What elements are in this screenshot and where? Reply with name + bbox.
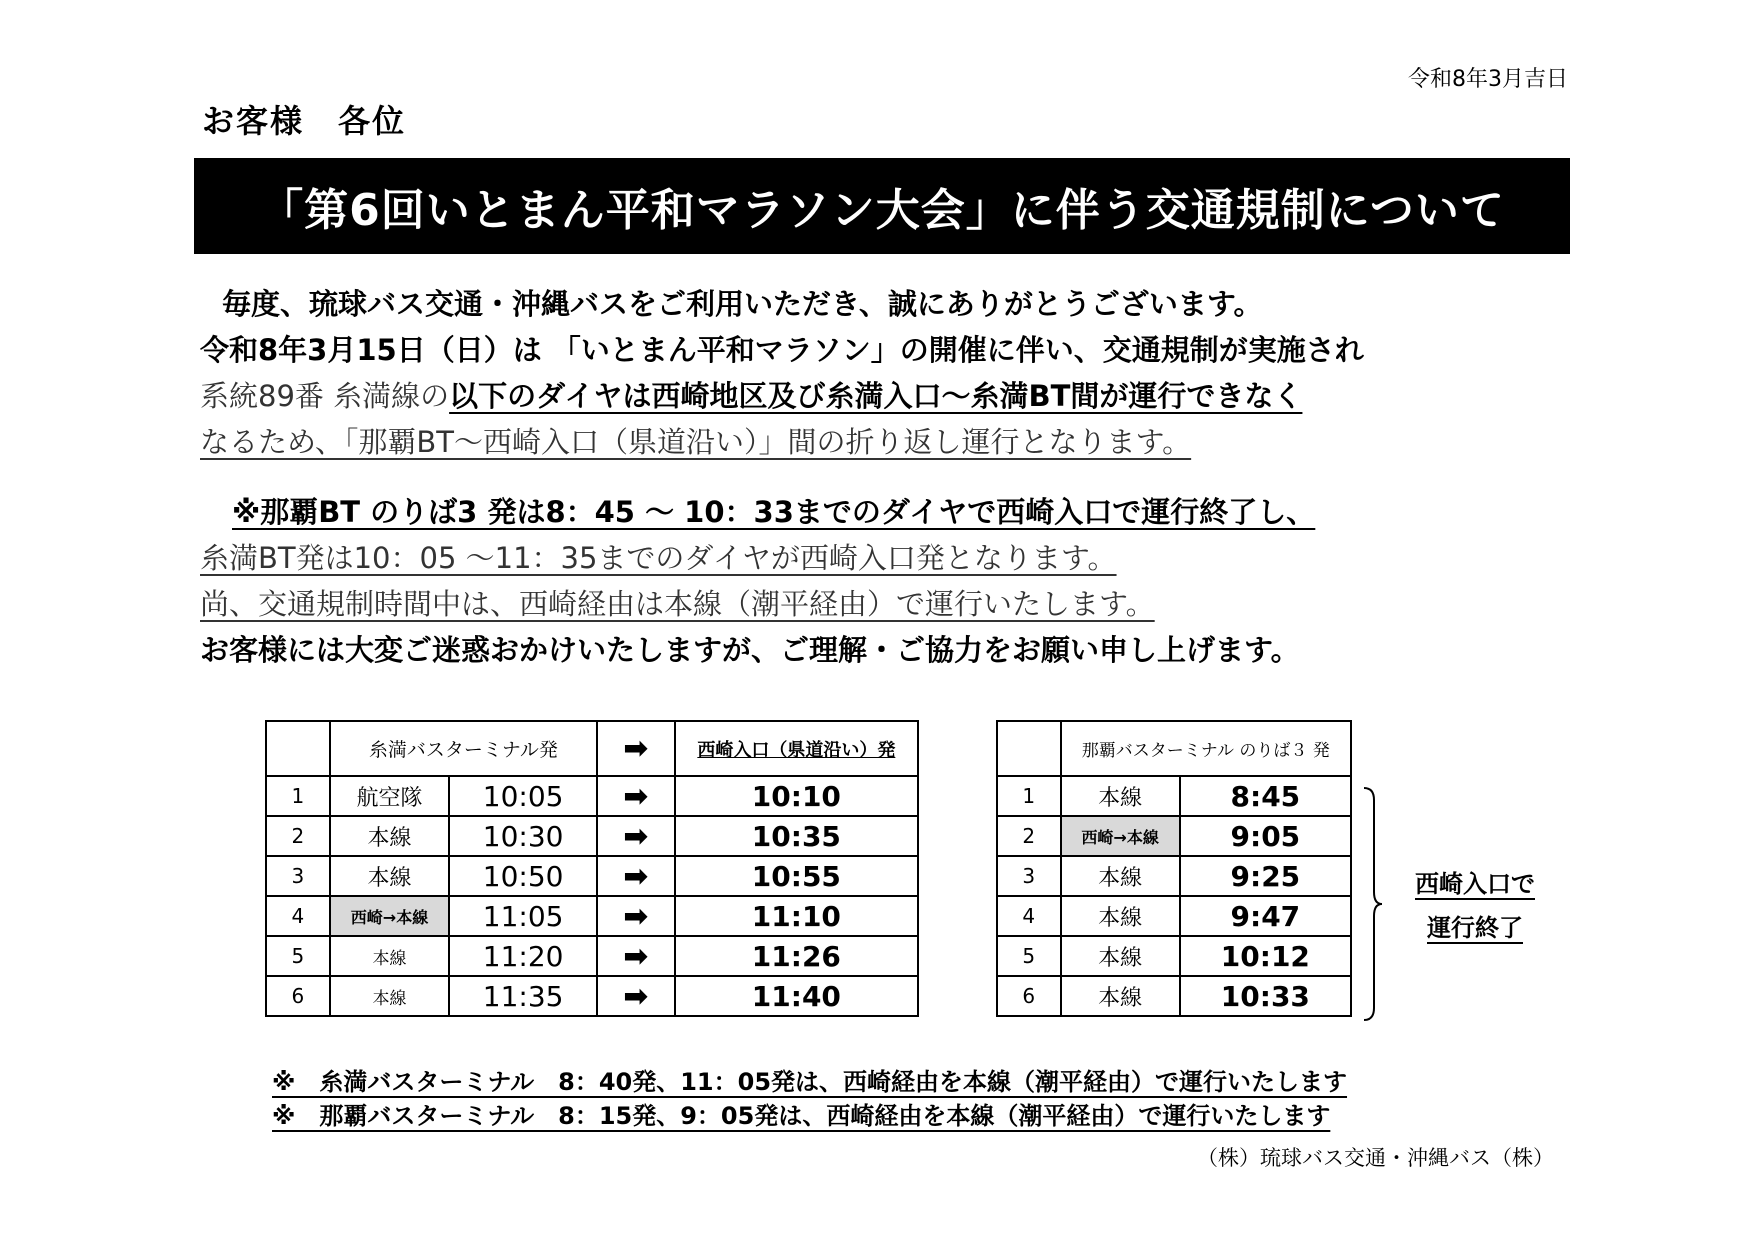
header-blank: [266, 721, 330, 776]
table-row: [997, 776, 1351, 816]
arrival-time: 10:10: [675, 776, 918, 816]
table-row: [997, 856, 1351, 896]
route-cell-highlighted: 西崎→本線: [330, 896, 450, 936]
row-number: 1: [997, 776, 1061, 816]
body-line-8: お客様には大変ご迷惑おかけいたしますが、ご理解・ご協力をお願い申し上げます。: [200, 633, 1300, 667]
page-title: 「第6回いとまん平和マラソン大会」に伴う交通規制について: [259, 185, 1505, 236]
row-number: 3: [997, 856, 1061, 896]
row-number: 4: [266, 896, 330, 936]
table-row: [266, 936, 918, 976]
footnote-2: ※ 那覇バスターミナル 8：15発、9：05発は、西崎経由を本線（潮平経由）で運行いたします: [272, 1102, 1331, 1130]
route-cell: 本線: [1061, 896, 1180, 936]
service-end-line-1: 西崎入口で: [1415, 870, 1535, 898]
table-row: [266, 896, 918, 936]
arrival-time: 10:55: [675, 856, 918, 896]
departure-time: 9:25: [1180, 856, 1351, 896]
arrival-time: 11:10: [675, 896, 918, 936]
row-number: 5: [997, 936, 1061, 976]
departure-time: 10:50: [449, 856, 597, 896]
departure-time: 9:05: [1180, 816, 1351, 856]
arrow-icon: ➡: [597, 976, 675, 1016]
departure-time: 10:05: [449, 776, 597, 816]
table-row: [997, 816, 1351, 856]
right-brace-icon: [1362, 786, 1384, 1022]
body-line-1: 毎度、琉球バス交通・沖縄バスをご利用いただき、誠にありがとうございます。: [222, 287, 1263, 321]
service-end-line-2: 運行終了: [1427, 914, 1523, 942]
header-origin: 糸満バスターミナル発: [330, 721, 597, 776]
route-cell: 本線: [1061, 776, 1180, 816]
table-row: [266, 776, 918, 816]
route-name: 系統89番 糸満線の: [200, 379, 450, 413]
route-cell-highlighted: 西崎→本線: [1061, 816, 1180, 856]
affected-section: 以下のダイヤは西崎地区及び糸満入口～糸満BT間が運行できなく: [449, 379, 1303, 413]
route-cell: 本線: [330, 816, 450, 856]
departure-time: 10:30: [449, 816, 597, 856]
body-line-5: ※那覇BT のりば3 発は8：45 ～ 10：33までのダイヤで西崎入口で運行終了し、: [232, 495, 1316, 529]
row-number: 2: [997, 816, 1061, 856]
footnote-1: ※ 糸満バスターミナル 8：40発、11：05発は、西崎経由を本線（潮平経由）で運行いたします: [272, 1068, 1348, 1096]
row-number: 6: [266, 976, 330, 1016]
route-cell: 本線: [330, 936, 450, 976]
body-line-3: [200, 374, 1302, 415]
arrow-icon: ➡: [597, 936, 675, 976]
table-header-row: [266, 721, 918, 776]
departure-time: 8:45: [1180, 776, 1351, 816]
title-banner: [194, 158, 1570, 254]
body-line-2: 令和8年3月15日（日）は 「いとまん平和マラソン」の開催に伴い、交通規制が実施され: [200, 333, 1364, 367]
route-cell: 航空隊: [330, 776, 450, 816]
departure-time: 10:33: [1180, 976, 1351, 1016]
row-number: 2: [266, 816, 330, 856]
table-header-row: [997, 721, 1351, 776]
route-cell: 本線: [330, 856, 450, 896]
greeting: お客様 各位: [202, 102, 407, 140]
table-row: [266, 816, 918, 856]
arrow-icon: ➡: [597, 816, 675, 856]
arrival-time: 10:35: [675, 816, 918, 856]
departure-time: 10:12: [1180, 936, 1351, 976]
arrow-icon: ➡: [597, 776, 675, 816]
header-destination: 西崎入口（県道沿い）発: [675, 721, 918, 776]
body-line-4: なるため、「那覇BT～西崎入口（県道沿い）」間の折り返し運行となります。: [200, 425, 1192, 459]
naha-timetable: [996, 720, 1352, 1017]
header-origin: 那覇バスターミナル のりば３ 発: [1061, 721, 1351, 776]
body-line-7: 尚、交通規制時間中は、西崎経由は本線（潮平経由）で運行いたします。: [200, 587, 1155, 621]
departure-time: 11:20: [449, 936, 597, 976]
row-number: 5: [266, 936, 330, 976]
arrival-time: 11:26: [675, 936, 918, 976]
departure-time: 11:05: [449, 896, 597, 936]
row-number: 4: [997, 896, 1061, 936]
table-row: [997, 936, 1351, 976]
arrival-time: 11:40: [675, 976, 918, 1016]
arrow-icon: ➡: [597, 896, 675, 936]
table-row: [997, 896, 1351, 936]
service-end-note: [1415, 862, 1535, 950]
row-number: 1: [266, 776, 330, 816]
route-cell: 本線: [330, 976, 450, 1016]
notice-date: 令和8年3月吉日: [1408, 67, 1568, 92]
route-cell: 本線: [1061, 976, 1180, 1016]
arrow-icon: ➡: [597, 721, 675, 776]
itoman-timetable: [265, 720, 919, 1017]
table-row: [997, 976, 1351, 1016]
route-cell: 本線: [1061, 936, 1180, 976]
header-blank: [997, 721, 1061, 776]
company-name: （株）琉球バス交通・沖縄バス（株）: [1197, 1146, 1554, 1170]
body-line-6: 糸満BT発は10：05 ～11：35までのダイヤが西崎入口発となります。: [200, 541, 1117, 575]
row-number: 3: [266, 856, 330, 896]
row-number: 6: [997, 976, 1061, 1016]
table-row: [266, 856, 918, 896]
table-row: [266, 976, 918, 1016]
departure-time: 11:35: [449, 976, 597, 1016]
arrow-icon: ➡: [597, 856, 675, 896]
route-cell: 本線: [1061, 856, 1180, 896]
departure-time: 9:47: [1180, 896, 1351, 936]
